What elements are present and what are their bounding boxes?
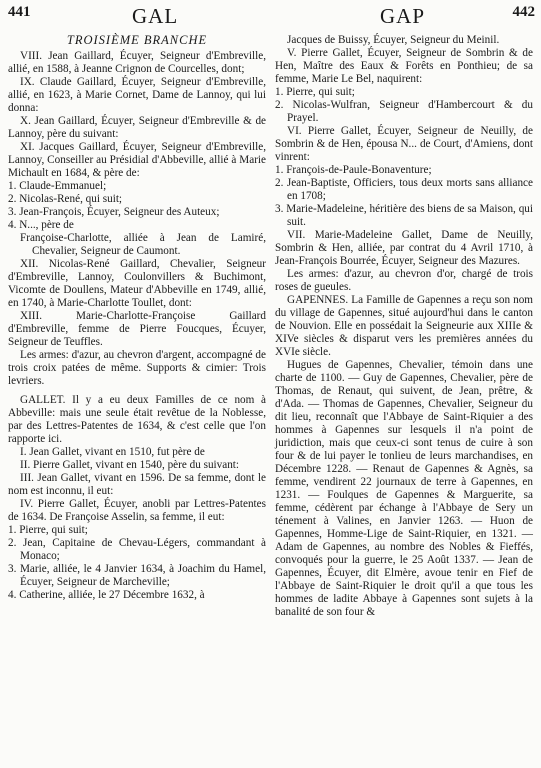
paragraph: 1. Pierre, qui suit; (8, 524, 88, 536)
paragraph: IV. Pierre Gallet, Écuyer, anobli par Lettres-Patentes de 1634. De Françoise Asselin, sa femme, il eut: (8, 498, 266, 523)
page-number-right: 442 (512, 4, 535, 20)
paragraph: Les armes: d'azur, au chevron d'argent, accompagné de trois croix patées de même. Supports & cimier: Trois levriers. (8, 349, 266, 387)
paragraph: V. Pierre Gallet, Écuyer, Seigneur de Sombrin & de Hen, Maître des Eaux & Forêts en Ponthieu; de sa femme, Marie Le Bel, naquirent: (275, 47, 533, 85)
paragraph: VIII. Jean Gaillard, Écuyer, Seigneur d'Embreville, allié, en 1588, à Jeanne Crignon de Courcelles, dont; (8, 50, 266, 75)
paragraph: 4. N..., père de (8, 219, 74, 231)
paragraph: 1. Claude-Emmanuel; (8, 180, 107, 192)
paragraph: 2. Jean-Baptiste, Officiers, tous deux morts sans alliance en 1708; (275, 177, 533, 202)
paragraph: 1. Pierre, qui suit; (275, 86, 355, 98)
paragraph: Hugues de Gapennes, Chevalier, témoin dans une charte de 1100. — Guy de Gapennes, Chevalier, père de Thomas, de Renaut, qui suivent, de Jean, prêtre, & d'Ada. — Thomas de Gapennes, Chevalier, Seigneur du dit lieu, reconnaît que l'Abbaye de Saint-Riquier a des hommes à Gapennes sur lesquels il n'a point de juridiction, mais que ceux-ci sont tenus de cuire à son four & de lui payer le tonlieu de leurs marchandises, en Décembre 1228. — Renaut de Gapennes & Agnès, sa femme, vendirent 22 journaux de terre à Gapennes, en 1231. — Foulques de Gapennes & Marguerite, sa femme, cédèrent par échange à l'Abbaye de Sery un ténement à Valines, en Janvier 1263. — Huon de Gapennes, Homme-Lige de Saint-Riquier, en 1321. — Adam de Gapennes, au nombre des Nobles & Fieffés, convoqués pour la guerre, le 25 Août 1337. — Jean de Gapennes, Écuyer, dit Elmère, avoue tenir en Fief de l'Abbaye de Saint-Riquier le droit qu'il a que tous les hommes de ladite Abbaye à Gapennes sont sujets à la banalité de son four & (275, 359, 533, 618)
paragraph: XII. Nicolas-René Gaillard, Chevalier, Seigneur d'Embreville, Lannoy, Coulonvillers & Buchimont, Vicomte de Doullens, Mateur d'Abbeville en 1749, allié, en 1740, à Marie-Charlotte Toullet, dont: (8, 258, 266, 309)
paragraph: GALLET. Il y a eu deux Familles de ce nom à Abbeville: mais une seule était revêtue de la Noblesse, par des Lettres-Patentes de 1634, & c'est celle que l'on rapporte ici. (8, 394, 266, 445)
paragraph: 3. Marie, alliée, le 4 Janvier 1634, à Joachim du Hamel, Écuyer, Seigneur de Marcheville; (8, 563, 266, 588)
paragraph: XIII. Marie-Charlotte-Françoise Gaillard d'Embreville, femme de Pierre Foucques, Écuyer, Seigneur de Teuffles. (8, 310, 266, 348)
paragraph: Les armes: d'azur, au chevron d'or, chargé de trois roses de gueules. (275, 268, 533, 293)
paragraph: 4. Catherine, alliée, le 27 Décembre 1632, à (8, 589, 205, 601)
paragraph: Françoise-Charlotte, alliée à Jean de Lamiré, Chevalier, Seigneur de Caumont. (20, 232, 266, 257)
left-column (8, 34, 266, 602)
paragraph: IX. Claude Gaillard, Écuyer, Seigneur d'Embreville, allié, en 1623, à Marie Cornet, Dame de Lannoy, qui lui donna: (8, 76, 266, 114)
paragraph: X. Jean Gaillard, Écuyer, Seigneur d'Embreville & de Lannoy, père du suivant: (8, 115, 266, 140)
paragraph: 2. Nicolas-René, qui suit; (8, 193, 123, 205)
paragraph: GAPENNES. La Famille de Gapennes a reçu son nom du village de Gapennes, situé aujourd'hui dans le canton de Nouvion. Elle en possédait la Seigneurie aux XIIIe & XIVe siècles & disparut vers les premières années du XVIe siècle. (275, 294, 533, 358)
paragraph: VII. Marie-Madeleine Gallet, Dame de Neuilly, Sombrin & Hen, alliée, par contrat du 4 Avril 1710, à Jean-François Bourrée, Écuyer, Seigneur des Mazures. (275, 229, 533, 267)
catchword-left: GAL (132, 4, 179, 28)
paragraph: TROISIÈME BRANCHE (66, 33, 208, 47)
catchword-right: GAP (380, 4, 426, 28)
paragraph: 3. Marie-Madeleine, héritière des biens de sa Maison, qui suit. (275, 203, 533, 228)
right-column (275, 34, 533, 619)
paragraph: 1. François-de-Paule-Bonaventure; (275, 164, 432, 176)
paragraph: VI. Pierre Gallet, Écuyer, Seigneur de Neuilly, de Sombrin & de Hen, épousa N... de Court, d'Amiens, dont vinrent: (275, 125, 533, 163)
paragraph: Jacques de Buissy, Écuyer, Seigneur du Meinil. (287, 34, 500, 46)
paragraph: 3. Jean-François, Écuyer, Seigneur des Auteux; (8, 206, 220, 218)
page-header (0, 4, 541, 34)
paragraph: II. Pierre Gallet, vivant en 1540, père du suivant: (20, 459, 240, 471)
paragraph: I. Jean Gallet, vivant en 1510, fut père de (20, 446, 205, 458)
paragraph: 2. Jean, Capitaine de Chevau-Légers, commandant à Monaco; (8, 537, 266, 562)
paragraph: III. Jean Gallet, vivant en 1596. De sa femme, dont le nom est inconnu, il eut: (8, 472, 266, 497)
page-number-left: 441 (8, 4, 31, 20)
paragraph: 2. Nicolas-Wulfran, Seigneur d'Hambercourt & du Prayel. (275, 99, 533, 124)
paragraph: XI. Jacques Gaillard, Écuyer, Seigneur d'Embreville, Lannoy, Conseiller au Présidial d'Abbeville, allié à Marie Michault en 1684, & père de: (8, 141, 266, 179)
